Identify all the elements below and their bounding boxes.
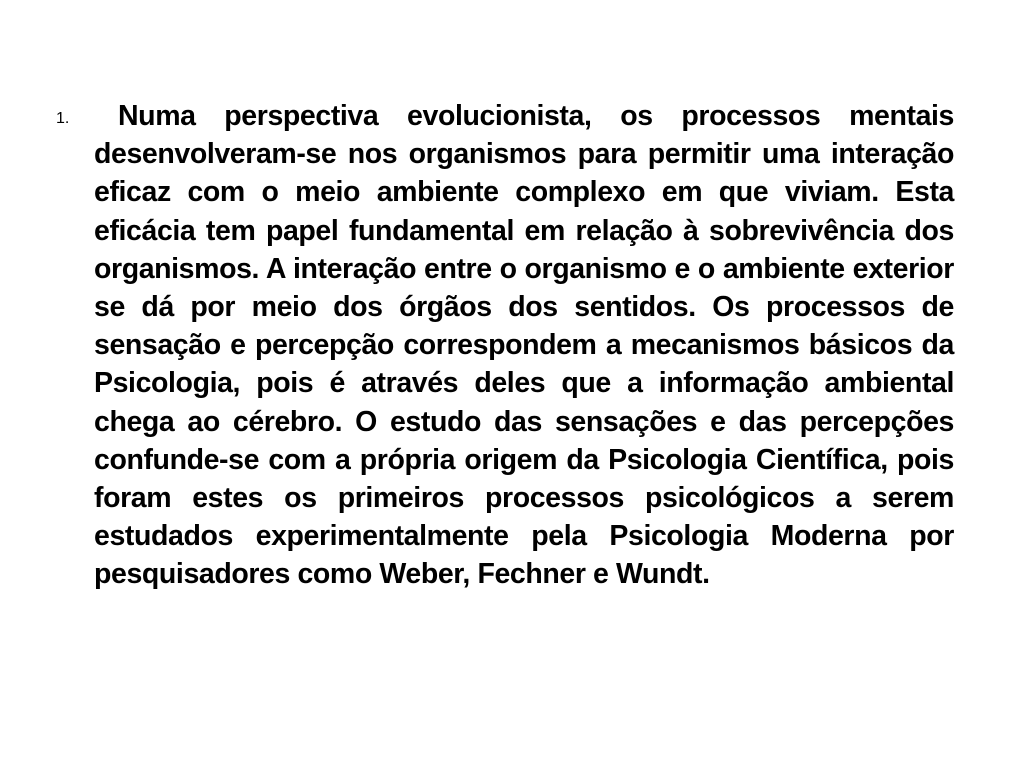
list-item-number: 1. (56, 110, 70, 127)
paragraph-text: Numa perspectiva evolucionista, os processos mentais desenvolveram-se nos organismos para permitir uma interação eficaz com o meio ambiente complexo em que viviam. Esta eficácia tem papel fundamental em relação à sobrevivência dos organismos. A interação entre o organismo e o ambiente exterior se dá por meio dos órgãos dos sentidos. Os processos de sensação e percepção correspondem a mecanismos básicos da Psicologia, pois é através deles que a informação ambiental chega ao cérebro. O estudo das sensações e das percepções confunde-se com a própria origem da Psicologia Científica, pois foram estes os primeiros processos psicológicos a serem estudados experimentalmente pela Psicologia Moderna por pesquisadores como Weber, Fechner e Wundt. (94, 100, 954, 591)
